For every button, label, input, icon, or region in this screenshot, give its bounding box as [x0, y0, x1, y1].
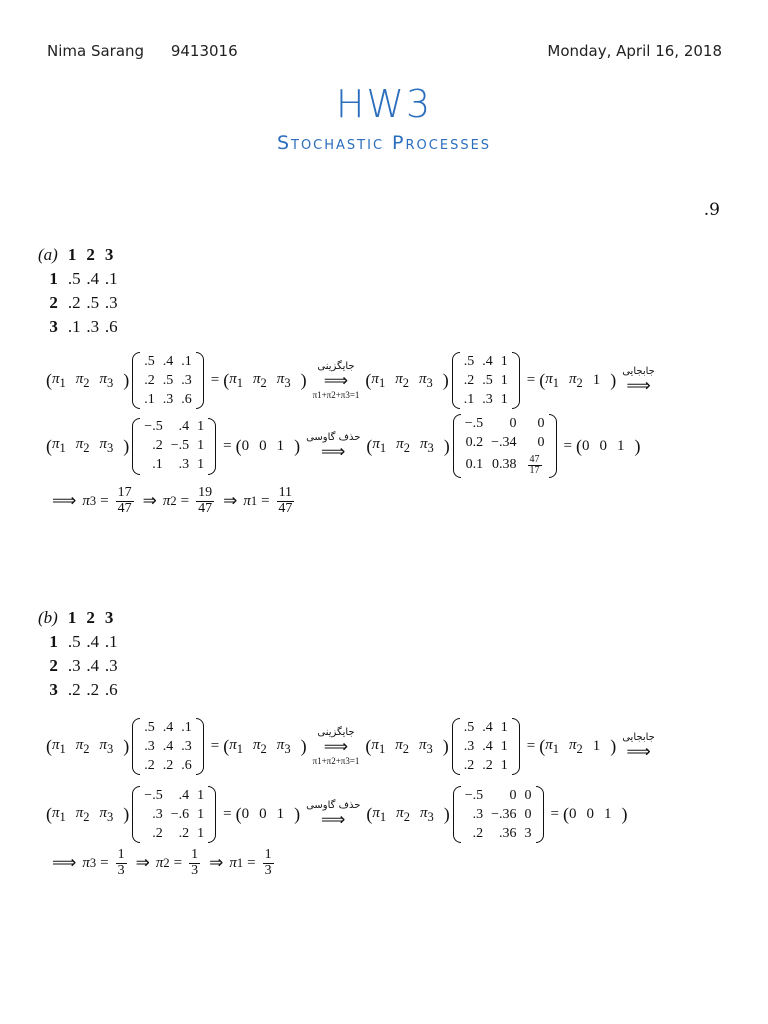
- table-cell: .3: [104, 293, 118, 312]
- rhs-vector: ( $\pi_1$ $\pi_2$ 1 ): [539, 736, 617, 756]
- matrix: −.5 .4 1 .2 −.5 1 .1 .3 1: [132, 418, 216, 475]
- pi-row-vector: ( $\pi_1$ $\pi_2$ $\pi_3$ ): [365, 736, 449, 756]
- matrix: −.5 0 0 0.2 −.34 0 0.1 0.38 $\frac{47}{17}$: [453, 414, 557, 478]
- table-cell: .5: [67, 632, 81, 651]
- rhs-vector: ( $\pi_1$ $\pi_2$ 1 ): [539, 370, 617, 390]
- table-cell: .1: [67, 317, 81, 336]
- table-cell: .6: [104, 680, 118, 699]
- pi-row-vector: ( $\pi_1$ $\pi_2$ $\pi_3$ ): [223, 370, 307, 390]
- part-b-transition-table: [38, 606, 123, 702]
- fraction: $\frac{19}{47}$: [198, 485, 213, 516]
- rhs-vector: ( 0 0 1 ): [235, 804, 301, 824]
- fraction: $\frac{1}{3}$: [264, 847, 272, 878]
- pi-row-vector: ( $\pi_1$ $\pi_2$ $\pi_3$ ): [46, 804, 130, 824]
- state-header: 3: [104, 608, 114, 627]
- state-row-label: 3: [49, 317, 58, 336]
- pi-row-vector: ( $\pi_1$ $\pi_2$ $\pi_3$ ): [46, 736, 130, 756]
- table-cell: .2: [67, 680, 81, 699]
- rhs-vector: ( 0 0 1 ): [562, 804, 628, 824]
- part-b-result: ⟹ π 3 = $\frac{1}{3}$ ⇒ π 2 = $\frac{1}{3}$ ⇒ π 1 = $\frac{1}{3}$: [52, 847, 272, 878]
- rhs-vector: ( 0 0 1 ): [235, 435, 301, 456]
- page-subtitle: Stochastic Processes: [276, 132, 492, 154]
- table-cell: .5: [86, 293, 100, 312]
- rhs-vector: ( 0 0 1 ): [575, 435, 641, 456]
- state-header: 2: [86, 608, 95, 627]
- state-header: 1: [67, 608, 77, 627]
- fraction: $\frac{11}{47}$: [278, 485, 293, 516]
- part-a-transition-table: [38, 243, 123, 339]
- state-row-label: 1: [49, 632, 58, 651]
- state-header: 1: [67, 245, 77, 264]
- part-a-result: ⟹ π 3 = $\frac{17}{47}$ ⇒ π 2 = $\frac{19}{47}$ ⇒ π 1 = $\frac{11}{47}$: [52, 485, 293, 516]
- table-cell: .3: [86, 317, 100, 336]
- student-id: 9413016: [170, 42, 238, 60]
- pi-row-vector: ( $\pi_1$ $\pi_2$ $\pi_3$ ): [46, 435, 130, 456]
- state-row-label: 2: [49, 293, 58, 312]
- part-a-equation-2: ( $\pi_1$ $\pi_2$ $\pi_3$ ) −.5 .4 1 .2 −.5 1 .1 .3 1 = ( 0 0 1 ) حذف گاوسی ⟹ ( $\pi_1$ $\pi_2$ $\pi_3$ ) −.5 0 0 0.2 −.34 0 0.1 0.38 $\frac{47}{17}$ = ( 0 0 1 ): [46, 415, 641, 476]
- state-row-label: 3: [49, 680, 58, 699]
- pi-row-vector: ( $\pi_1$ $\pi_2$ $\pi_3$ ): [46, 370, 130, 390]
- matrix: .5 .4 .1 .2 .5 .3 .1 .3 .6: [132, 352, 204, 409]
- author-header: [47, 42, 238, 60]
- swap-arrow: جابجایی ⟹: [622, 366, 655, 395]
- table-cell: .2: [86, 680, 100, 699]
- matrix: .5 .4 1 .3 .4 1 .2 .2 1: [452, 718, 520, 775]
- pi-row-vector: ( $\pi_1$ $\pi_2$ $\pi_3$ ): [366, 435, 450, 456]
- state-header: 3: [104, 245, 114, 264]
- substitute-arrow: جایگزینی ⟹ π1+π2+π3=1: [312, 360, 360, 400]
- table-cell: .3: [104, 656, 118, 675]
- table-cell: .4: [86, 656, 100, 675]
- page-title: HW3: [335, 82, 433, 126]
- state-row-label: 2: [49, 656, 58, 675]
- table-cell: .4: [86, 269, 100, 288]
- fraction: $\frac{47}{17}$: [529, 453, 540, 476]
- pi-row-vector: ( $\pi_1$ $\pi_2$ $\pi_3$ ): [223, 736, 307, 756]
- matrix: −.5 0 0 .3 −.36 0 .2 .36 3: [453, 786, 544, 843]
- pi-row-vector: ( $\pi_1$ $\pi_2$ $\pi_3$ ): [366, 804, 450, 824]
- fraction: $\frac{1}{3}$: [117, 847, 125, 878]
- gauss-arrow: حذف گاوسی ⟹: [306, 800, 361, 829]
- table-cell: .2: [67, 293, 81, 312]
- table-cell: .3: [67, 656, 81, 675]
- date: Monday, April 16, 2018: [547, 42, 722, 60]
- table-cell: .5: [67, 269, 81, 288]
- part-b-equation-2: ( $\pi_1$ $\pi_2$ $\pi_3$ ) −.5 .4 1 .3 −.6 1 .2 .2 1 = ( 0 0 1 ) حذف گاوسی ⟹ ( $\pi_1$ $\pi_2$ $\pi_3$ ) −.5 0 0 .3 −.36 0 .2 .36 3 = ( 0 0 1 ): [46, 786, 627, 843]
- table-cell: .1: [104, 632, 118, 651]
- swap-arrow: جابجایی ⟹: [622, 732, 655, 761]
- matrix: .5 .4 .1 .3 .4 .3 .2 .2 .6: [132, 718, 204, 775]
- state-row-label: 1: [49, 269, 58, 288]
- fraction: $\frac{17}{47}$: [117, 485, 132, 516]
- question-number: .9: [703, 200, 720, 220]
- part-b-equation-1: ( $\pi_1$ $\pi_2$ $\pi_3$ ) .5 .4 .1 .3 .4 .3 .2 .2 .6 = ( $\pi_1$ $\pi_2$ $\pi_3$ ) جایگزینی ⟹ π1+π2+π3=1 ( $\pi_1$ $\pi_2$ $\pi_3$ ) .5 .4 1 .3 .4 1 .2 .2 1 = ( $\pi_1$ $\pi_2$ 1 ) جابجایی ⟹: [46, 718, 661, 775]
- gauss-arrow: حذف گاوسی ⟹: [306, 431, 361, 461]
- substitute-arrow: جایگزینی ⟹ π1+π2+π3=1: [312, 726, 360, 766]
- table-cell: .1: [104, 269, 118, 288]
- part-b-label: (b): [38, 608, 58, 627]
- matrix: .5 .4 1 .2 .5 1 .1 .3 1: [452, 352, 520, 409]
- table-cell: .4: [86, 632, 100, 651]
- part-a-label: (a): [38, 245, 58, 264]
- part-a-equation-1: ( $\pi_1$ $\pi_2$ $\pi_3$ ) .5 .4 .1 .2 .5 .3 .1 .3 .6 = ( $\pi_1$ $\pi_2$ $\pi_3$ ) جایگزینی ⟹ π1+π2+π3=1 ( $\pi_1$ $\pi_2$ $\pi_3$ ) .5 .4 1 .2 .5 1 .1 .3 1 = ( $\pi_1$ $\pi_2$ 1 ) جابجایی ⟹: [46, 352, 661, 409]
- state-header: 2: [86, 245, 95, 264]
- table-cell: .6: [104, 317, 118, 336]
- fraction: $\frac{1}{3}$: [191, 847, 199, 878]
- pi-row-vector: ( $\pi_1$ $\pi_2$ $\pi_3$ ): [365, 370, 449, 390]
- matrix: −.5 .4 1 .3 −.6 1 .2 .2 1: [132, 786, 216, 843]
- author-name: Nima Sarang: [47, 42, 145, 60]
